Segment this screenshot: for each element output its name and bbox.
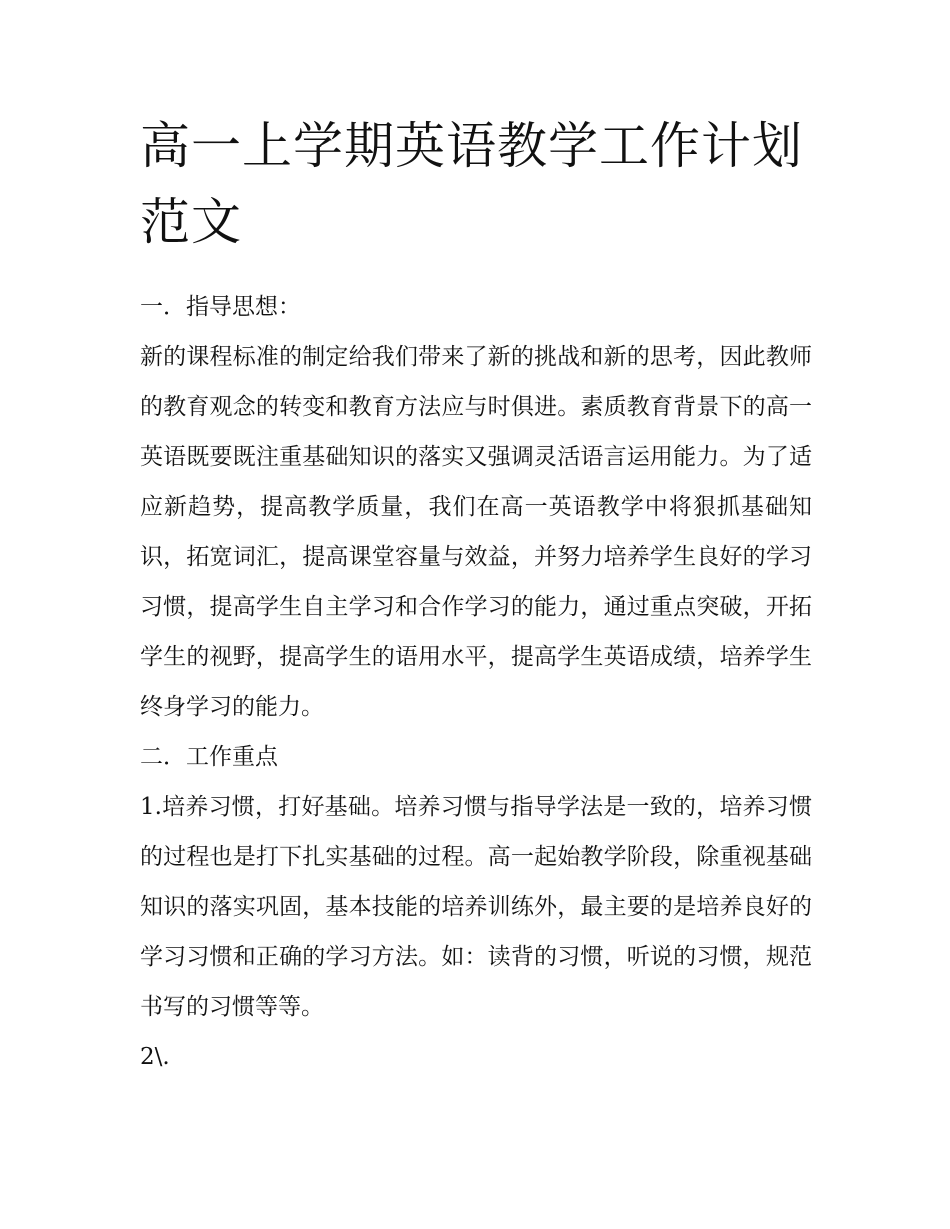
title-line-2: 范文 bbox=[140, 193, 242, 251]
paragraph-guiding-ideology: 新的课程标准的制定给我们带来了新的挑战和新的思考，因此教师的教育观念的转变和教育方法应与时俱进。素质教育背景下的高一英语既要既注重基础知识的落实又强调灵活语言运用能力。为了适应新趋势，提高教学质量，我们在高一英语教学中将狠抓基础知识，拓宽词汇，提高课堂容量与效益，并努力培养学生良好的学习习惯，提高学生自主学习和合作学习的能力，通过重点突破，开拓学生的视野，提高学生的语用水平，提高学生英语成绩，培养学生终身学习的能力。 bbox=[140, 344, 812, 720]
paragraph-item-1: 1.培养习惯，打好基础。培养习惯与指导学法是一致的，培养习惯的过程也是打下扎实基础的过程。高一起始教学阶段，除重视基础知识的落实巩固，基本技能的培养训练外，最主要的是培养良好的学习习惯和正确的学习方法。如：读背的习惯，听说的习惯，规范书写的习惯等等。 bbox=[140, 794, 812, 1020]
document-page bbox=[140, 108, 812, 1082]
title-line-1: 高一上学期英语教学工作计划 bbox=[140, 117, 803, 175]
document-title bbox=[140, 108, 812, 260]
paragraph-item-2: 2\. bbox=[140, 1044, 170, 1070]
section-heading-guiding-ideology: 一．指导思想： bbox=[140, 294, 301, 320]
section-heading-work-focus: 二．工作重点 bbox=[140, 744, 278, 770]
